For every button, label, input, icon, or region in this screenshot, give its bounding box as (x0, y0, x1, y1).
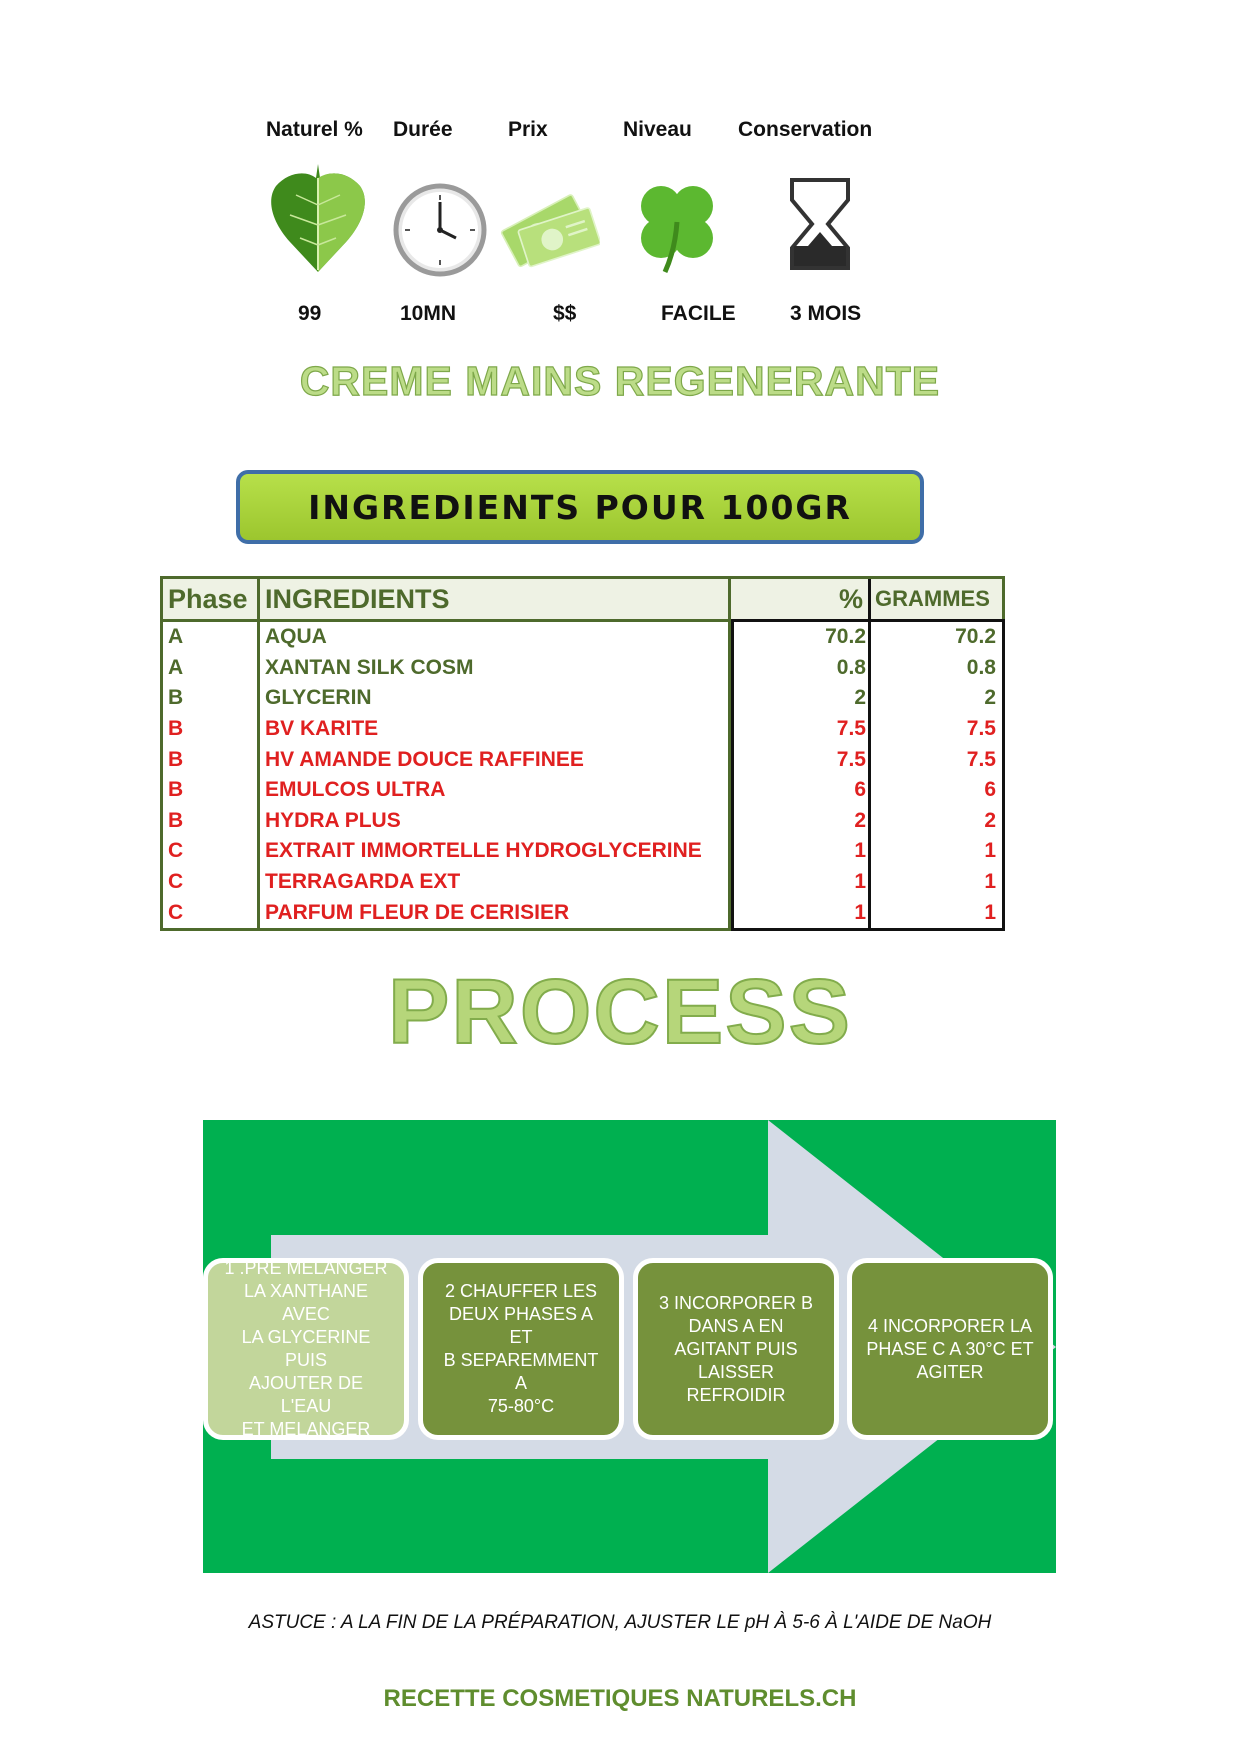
cell-grams: 7.5 (966, 717, 996, 741)
cell-ingredient: EXTRAIT IMMORTELLE HYDROGLYCERINE (260, 836, 731, 867)
table-row (163, 775, 1002, 806)
cell-percent: 1 (854, 839, 866, 863)
heart-leaf-icon (268, 160, 368, 280)
stat-value-niveau: FACILE (661, 302, 736, 325)
clover-icon (627, 160, 727, 280)
stat-label-duree: Durée (393, 118, 453, 141)
stat-value-conservation: 3 MOIS (790, 302, 862, 325)
table-row (163, 867, 1002, 898)
cell-percent: 2 (854, 808, 866, 832)
cell-ingredient: XANTAN SILK COSM (260, 653, 731, 684)
cell-phase: A (163, 622, 260, 653)
table-row (163, 622, 1002, 653)
stat-label-conservation: Conservation (738, 118, 873, 141)
cell-percent: 1 (854, 900, 866, 924)
cell-grams: 2 (984, 686, 996, 710)
header-ingredients: INGREDIENTS (260, 579, 731, 619)
cell-percent: 7.5 (836, 717, 866, 741)
process-step-2: 2 CHAUFFER LES DEUX PHASES A ET B SEPAREMMENT A 75-80°C (418, 1258, 624, 1440)
cell-ingredient: TERRAGARDA EXT (260, 867, 731, 898)
stat-label-niveau: Niveau (623, 118, 692, 141)
header-phase: Phase (163, 579, 260, 619)
cell-ingredient: HV AMANDE DOUCE RAFFINEE (260, 744, 731, 775)
footer-text: RECETTE COSMETIQUES NATURELS.CH (383, 1685, 857, 1712)
header-grammes: GRAMMES (875, 586, 990, 611)
header-percent: % (731, 579, 871, 619)
table-row (163, 653, 1002, 684)
cell-phase: C (163, 897, 260, 928)
cell-grams: 7.5 (966, 747, 996, 771)
table-row (163, 897, 1002, 928)
table-row (163, 806, 1002, 837)
cell-ingredient: HYDRA PLUS (260, 806, 731, 837)
cell-phase: B (163, 683, 260, 714)
stat-value-prix: $$ (553, 302, 577, 325)
cell-percent: 7.5 (836, 747, 866, 771)
cell-phase: C (163, 836, 260, 867)
cell-ingredient: PARFUM FLEUR DE CERISIER (260, 897, 731, 928)
table-header (163, 579, 1002, 622)
cell-grams: 6 (984, 778, 996, 802)
process-step-4: 4 INCORPORER LA PHASE C A 30°C ET AGITER (847, 1258, 1053, 1440)
clock-icon (390, 160, 490, 280)
cell-phase: B (163, 806, 260, 837)
cell-ingredient: EMULCOS ULTRA (260, 775, 731, 806)
cell-percent: 2 (854, 686, 866, 710)
cell-grams: 0.8 (966, 655, 996, 679)
stat-value-duree: 10MN (400, 302, 457, 325)
table-row (163, 836, 1002, 867)
cell-phase: B (163, 714, 260, 745)
money-icon (500, 160, 600, 280)
cell-phase: A (163, 653, 260, 684)
cell-phase: B (163, 744, 260, 775)
table-body (163, 622, 1002, 928)
cell-percent: 1 (854, 870, 866, 894)
table-row (163, 683, 1002, 714)
hourglass-icon (770, 160, 870, 280)
cell-grams: 70.2 (955, 625, 996, 649)
cell-ingredient: GLYCERIN (260, 683, 731, 714)
tip-text: ASTUCE : A LA FIN DE LA PRÉPARATION, AJUSTER LE pH À 5-6 À L'AIDE DE NaOH (248, 1612, 992, 1633)
process-step-3: 3 INCORPORER B DANS A EN AGITANT PUIS LAISSER REFROIDIR (633, 1258, 839, 1440)
table-row (163, 714, 1002, 745)
cell-percent: 70.2 (825, 625, 866, 649)
ingredients-table (160, 576, 1005, 931)
cell-phase: B (163, 775, 260, 806)
cell-grams: 1 (984, 839, 996, 863)
cell-grams: 2 (984, 808, 996, 832)
cell-percent: 6 (854, 778, 866, 802)
cell-ingredient: AQUA (260, 622, 731, 653)
cell-percent: 0.8 (836, 655, 866, 679)
table-row (163, 744, 1002, 775)
stat-label-prix: Prix (508, 118, 548, 141)
cell-phase: C (163, 867, 260, 898)
process-step-1: 1 .PRE MELANGER LA XANTHANE AVEC LA GLYCERINE PUIS AJOUTER DE L'EAU ET MELANGER (203, 1258, 409, 1440)
ingredients-banner-text: INGREDIENTS POUR 100GR (308, 487, 852, 527)
recipe-title: CREME MAINS REGENERANTE (299, 358, 941, 404)
cell-grams: 1 (984, 900, 996, 924)
cell-ingredient: BV KARITE (260, 714, 731, 745)
cell-grams: 1 (984, 870, 996, 894)
stat-value-naturel: 99 (298, 302, 322, 325)
ingredients-banner (236, 470, 924, 544)
process-title: PROCESS (388, 961, 852, 1063)
stat-label-naturel: Naturel % (266, 118, 363, 141)
